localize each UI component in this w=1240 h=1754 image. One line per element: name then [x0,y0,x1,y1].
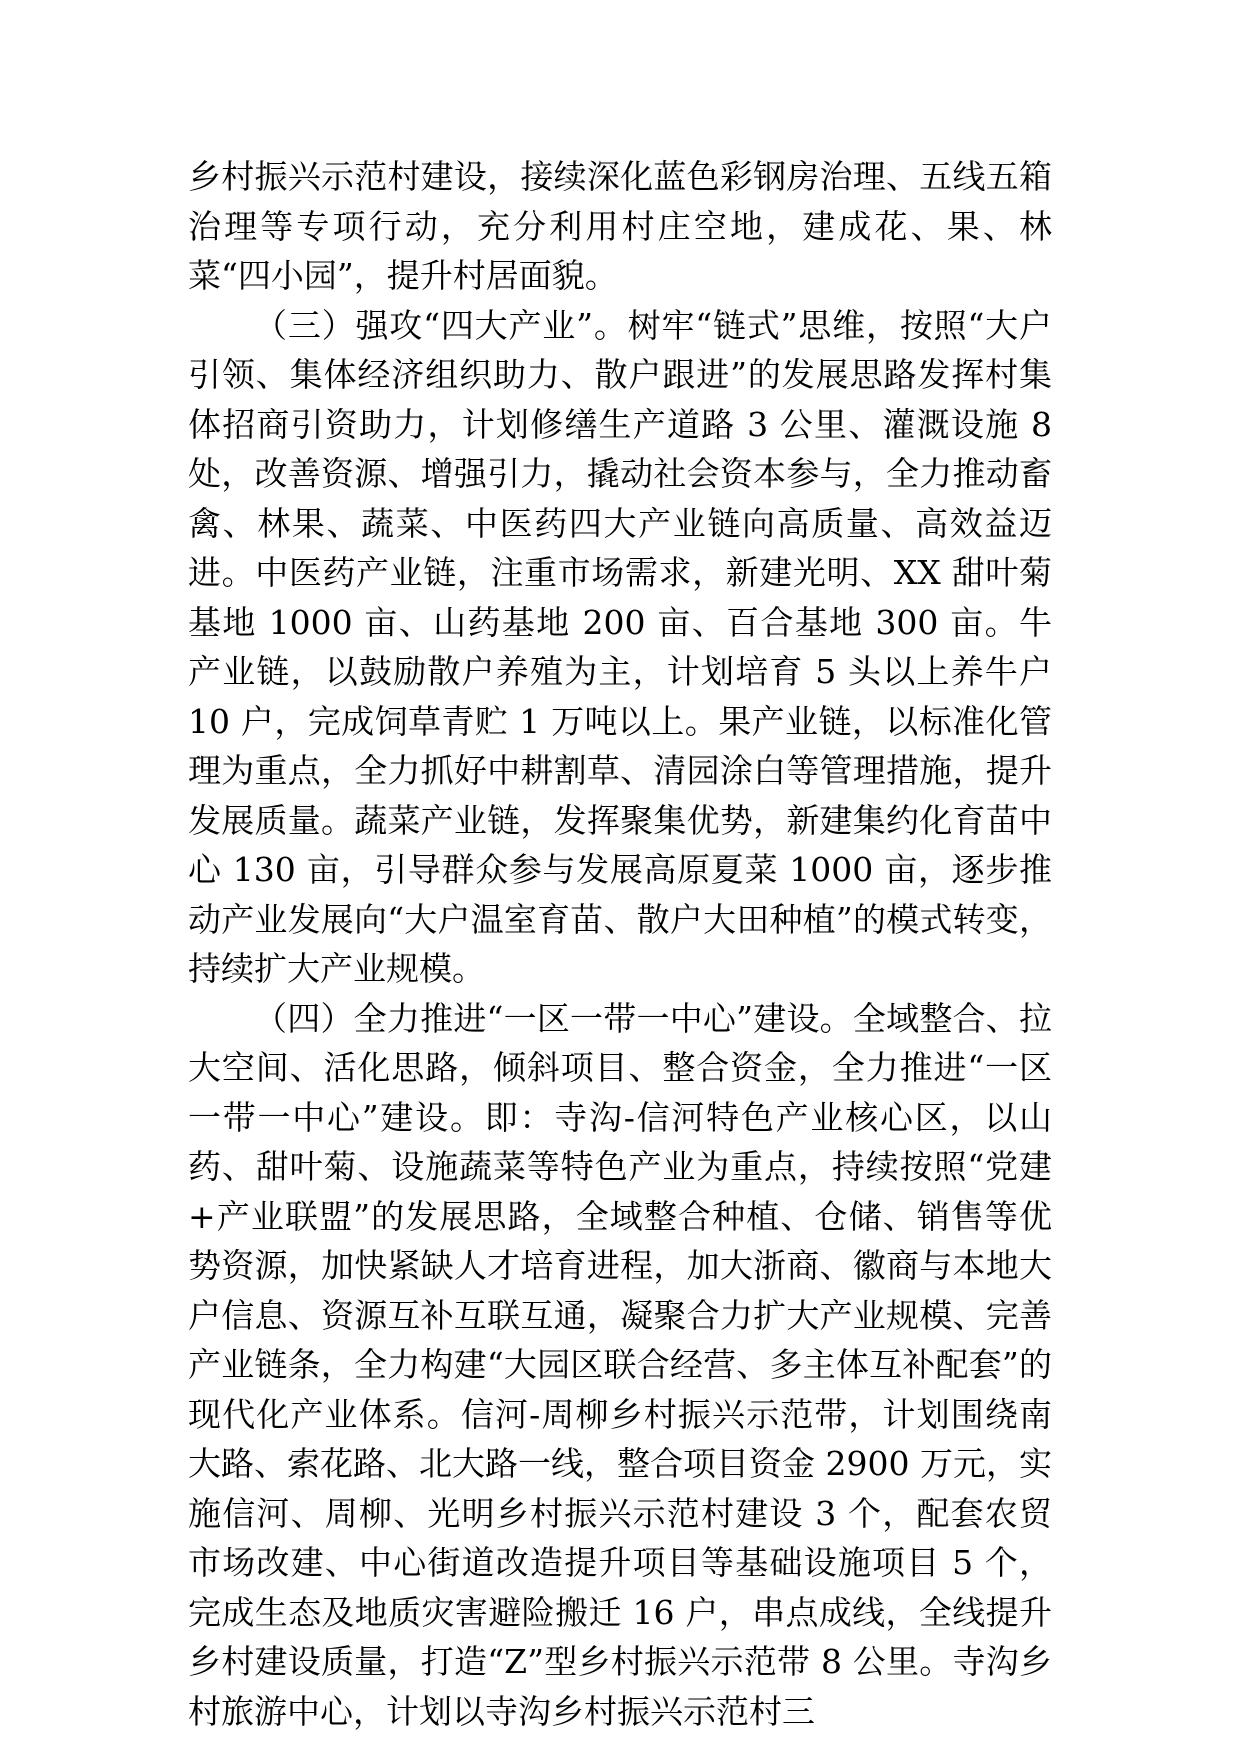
paragraph-section-three: （三）强攻“四大产业”。树牢“链式”思维，按照“大户引领、集体经济组织助力、散户跟进”的发展思路发挥村集体招商引资助力，计划修缮生产道路 3 公里、灌溉设施 8 处，改善资源、增强引力，撬动社会资本参与，全力推动畜禽、林果、蔬菜、中医药四大产业链向高质量、高效益迈进。中医药产业链，注重市场需求，新建光明、XX 甜叶菊基地 1000 亩、山药基地 200 亩、百合基地 300 亩。牛产业链，以鼓励散户养殖为主，计划培育 5 头以上养牛户 10 户，完成饲草青贮 1 万吨以上。果产业链，以标准化管理为重点，全力抓好中耕割草、清园涂白等管理措施，提升发展质量。蔬菜产业链，发挥聚集优势，新建集约化育苗中心 130 亩，引导群众参与发展高原夏菜 1000 亩，逐步推动产业发展向“大户温室育苗、散户大田种植”的模式转变，持续扩大产业规模。 [188,305,1052,988]
document-page [188,152,1052,1736]
paragraph-continuation: 乡村振兴示范村建设，接续深化蓝色彩钢房治理、五线五箱治理等专项行动，充分利用村庄空地，建成花、果、林菜“四小园”，提升村居面貌。 [188,157,1052,295]
paragraph-section-four: （四）全力推进“一区一带一中心”建设。全域整合、拉大空间、活化思路，倾斜项目、整合资金，全力推进“一区一带一中心”建设。即：寺沟-信河特色产业核心区，以山药、甜叶菊、设施蔬菜等特色产业为重点，持续按照“党建+产业联盟”的发展思路，全域整合种植、仓储、销售等优势资源，加快紧缺人才培育进程，加大浙商、徽商与本地大户信息、资源互补互联互通，凝聚合力扩大产业规模、完善产业链条，全力构建“大园区联合经营、多主体互补配套”的现代化产业体系。信河-周柳乡村振兴示范带，计划围绕南大路、索花路、北大路一线，整合项目资金 2900 万元，实施信河、周柳、光明乡村振兴示范村建设 3 个，配套农贸市场改建、中心街道改造提升项目等基础设施项目 5 个，完成生态及地质灾害避险搬迁 16 户，串点成线，全线提升乡村建设质量，打造“Z”型乡村振兴示范带 8 公里。寺沟乡村旅游中心，计划以寺沟乡村振兴示范村三 [188,998,1052,1731]
